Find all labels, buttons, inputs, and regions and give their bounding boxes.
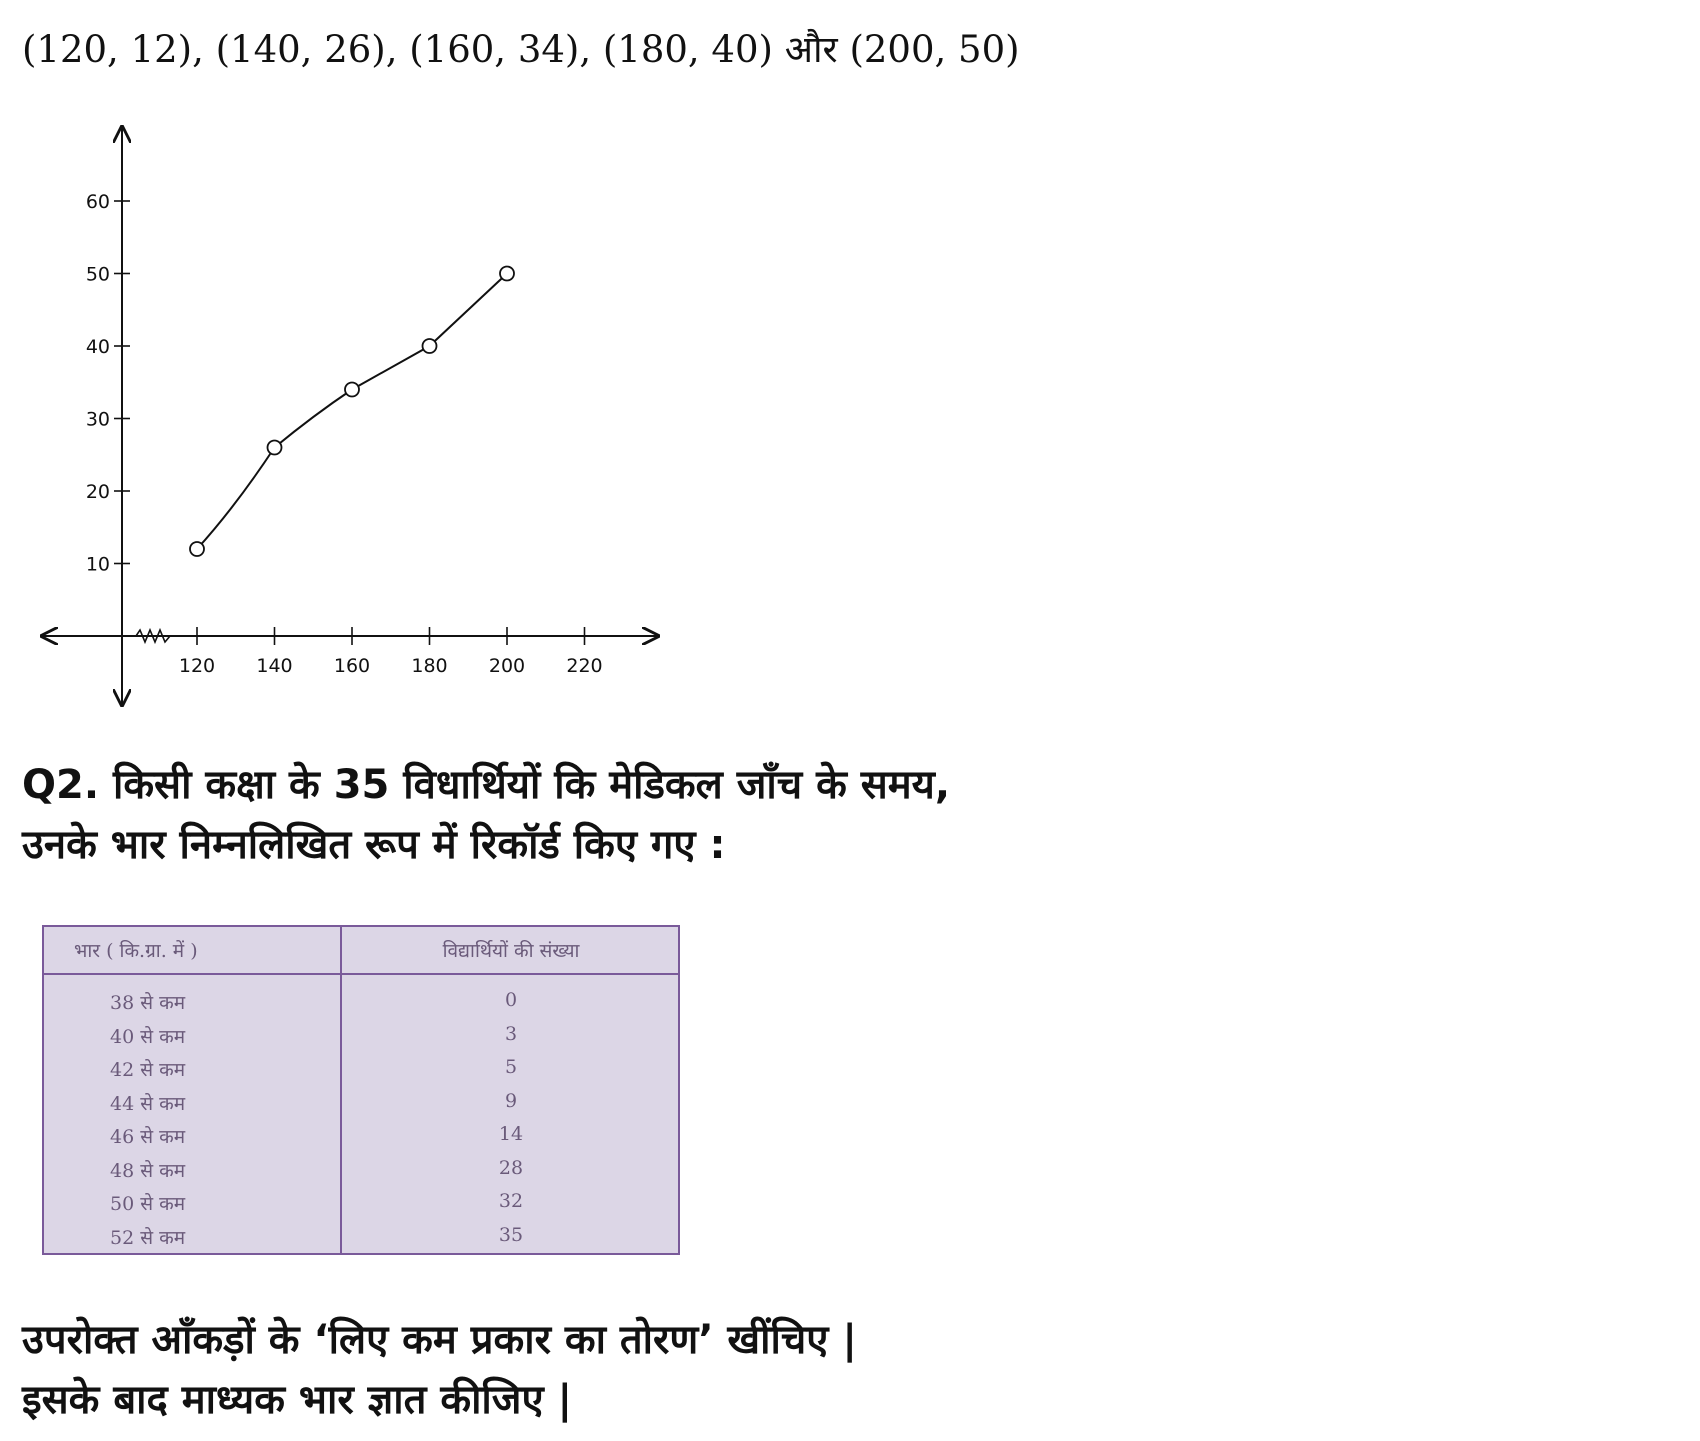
cell-count: 0 — [504, 989, 518, 1011]
table-row — [44, 985, 678, 1019]
table-row — [44, 1186, 678, 1220]
weight-table — [42, 925, 680, 1255]
cell-weight: 48 से कम — [110, 1159, 186, 1182]
y-tick-label: 40 — [85, 336, 110, 358]
cell-weight: 40 से कम — [110, 1025, 186, 1048]
ogive-line-chart — [30, 115, 690, 715]
y-tick-label: 20 — [85, 481, 110, 503]
cell-weight: 46 से कम — [110, 1126, 186, 1148]
points-list-text: (120, 12), (140, 26), (160, 34), (180, 40) और (200, 50) — [22, 28, 1020, 71]
table-row — [44, 1052, 678, 1086]
y-tick-label: 10 — [85, 553, 110, 576]
x-tick-label: 180 — [411, 655, 448, 677]
x-tick-label: 120 — [178, 655, 216, 677]
chart-axes — [42, 127, 658, 705]
table-body — [44, 985, 678, 1253]
question-2-line-2: उनके भार निम्नलिखित रूप में रिकॉर्ड किए गए : — [22, 822, 726, 868]
table-header — [44, 927, 678, 975]
cell-weight: 52 से कम — [110, 1226, 186, 1249]
cell-weight: 50 से कम — [110, 1193, 186, 1215]
question-2 — [22, 755, 1162, 875]
instruction-line-2: इसके बाद माध्यक भार ज्ञात कीजिए | — [22, 1377, 573, 1423]
data-point — [423, 339, 437, 353]
table-row — [44, 1220, 678, 1254]
chart-svg — [30, 115, 690, 715]
instruction — [22, 1310, 1162, 1430]
x-tick-label: 200 — [488, 655, 526, 677]
cell-count: 35 — [498, 1223, 524, 1246]
chart-series — [190, 267, 514, 557]
table-row — [44, 1119, 678, 1153]
question-2-line-1: Q2. किसी कक्षा के 35 विधार्थियों कि मेडिकल जाँच के समय, — [22, 762, 951, 808]
cell-count: 28 — [498, 1156, 524, 1179]
cell-weight: 44 से कम — [110, 1092, 186, 1115]
header-weight: भार ( कि.ग्रा. में ) — [74, 940, 198, 962]
table-row — [44, 1086, 678, 1120]
cell-count: 14 — [498, 1123, 524, 1145]
x-tick-label: 160 — [333, 655, 371, 677]
cell-weight: 42 से कम — [110, 1059, 186, 1081]
table-row — [44, 1019, 678, 1053]
data-point — [268, 441, 282, 455]
data-point — [190, 542, 204, 556]
cell-count: 3 — [504, 1022, 518, 1045]
table-row — [44, 1153, 678, 1187]
cell-weight: 38 से कम — [110, 992, 186, 1014]
y-tick-label: 30 — [85, 408, 110, 431]
data-point — [345, 383, 359, 397]
chart-ticks — [86, 191, 603, 677]
x-tick-label: 220 — [566, 655, 603, 677]
y-tick-label: 50 — [85, 263, 110, 286]
header-students: विद्यार्थियों की संख्या — [442, 940, 580, 962]
y-tick-label: 60 — [85, 191, 110, 213]
ogive-curve — [197, 274, 507, 550]
x-tick-label: 140 — [256, 655, 293, 677]
cell-count: 5 — [504, 1056, 518, 1078]
cell-count: 9 — [504, 1089, 518, 1112]
data-point — [500, 267, 514, 281]
instruction-line-1: उपरोक्त आँकड़ों के ‘लिए कम प्रकार का तोरण’ खींचिए | — [22, 1317, 857, 1363]
cell-count: 32 — [498, 1190, 524, 1212]
